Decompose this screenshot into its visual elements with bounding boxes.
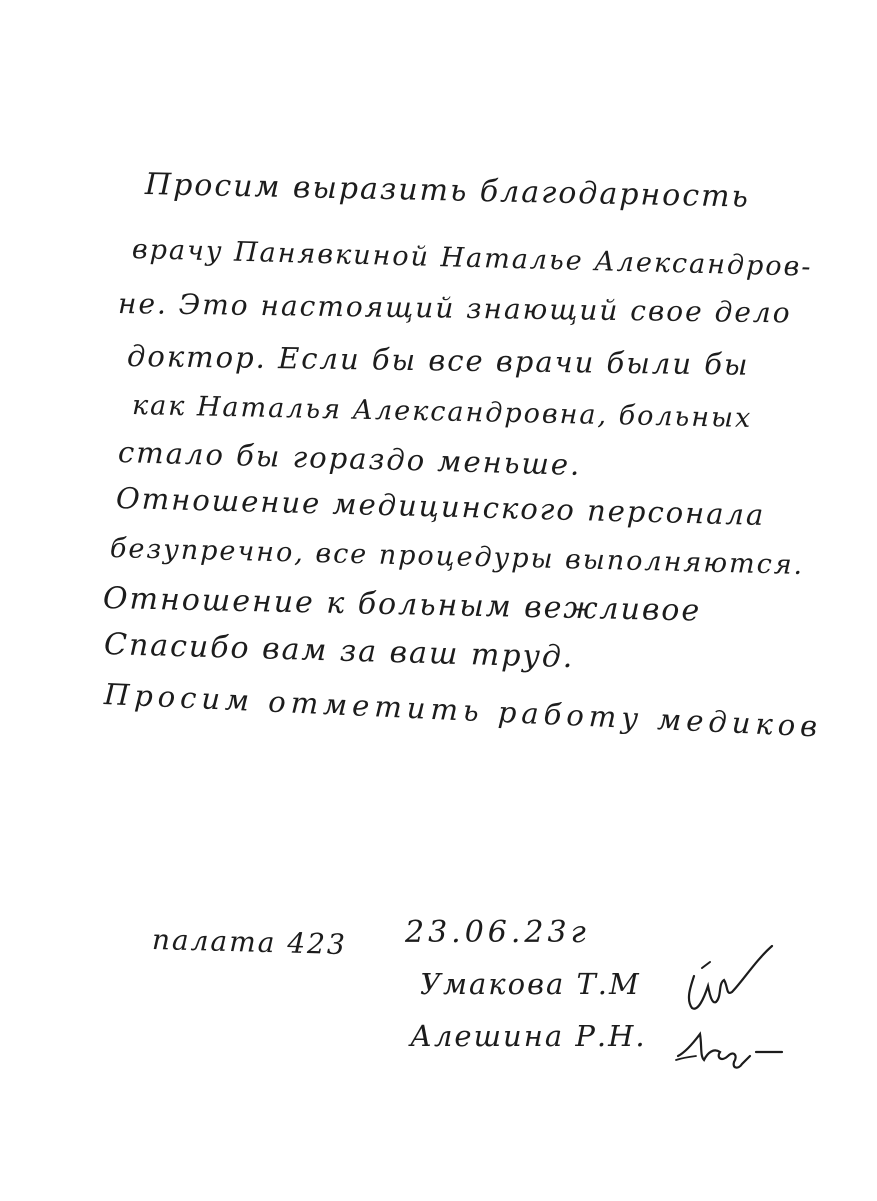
letter-line-9: Отношение к больным вежливое	[102, 581, 702, 629]
letter-footer	[0, 900, 877, 1100]
letter-date: 23.06.23г	[405, 915, 590, 950]
signature-2	[672, 1026, 792, 1076]
signer-2-name: Алешина Р.Н.	[410, 1019, 647, 1053]
letter-line-6: стало бы гораздо меньше.	[117, 435, 582, 482]
signature-1-tick	[702, 962, 710, 968]
letter-line-11: Просим отметить работу медиков	[103, 677, 823, 744]
letter-line-7: Отношение медицинского персонала	[115, 481, 766, 532]
letter-line-8: безупречно, все процедуры выполняются.	[109, 533, 805, 581]
letter-line-3: не. Это настоящий знающий свое дело	[117, 287, 792, 330]
letter-line-2: врачу Панявкиной Наталье Александров-	[131, 234, 813, 283]
letter-line-10: Спасибо вам за ваш труд.	[103, 627, 575, 676]
signature-1	[672, 938, 782, 1018]
letter-line-1: Просим выразить благодарность	[144, 167, 751, 215]
letter-line-5: как Наталья Александровна, больных	[131, 390, 753, 434]
signature-2-stroke	[678, 1034, 750, 1068]
signature-1-stroke	[689, 946, 772, 1009]
letter-line-4: доктор. Если бы все врачи были бы	[126, 339, 750, 382]
signer-1-name: Умакова Т.М	[420, 967, 641, 1001]
room-number: палата 423	[151, 923, 348, 962]
